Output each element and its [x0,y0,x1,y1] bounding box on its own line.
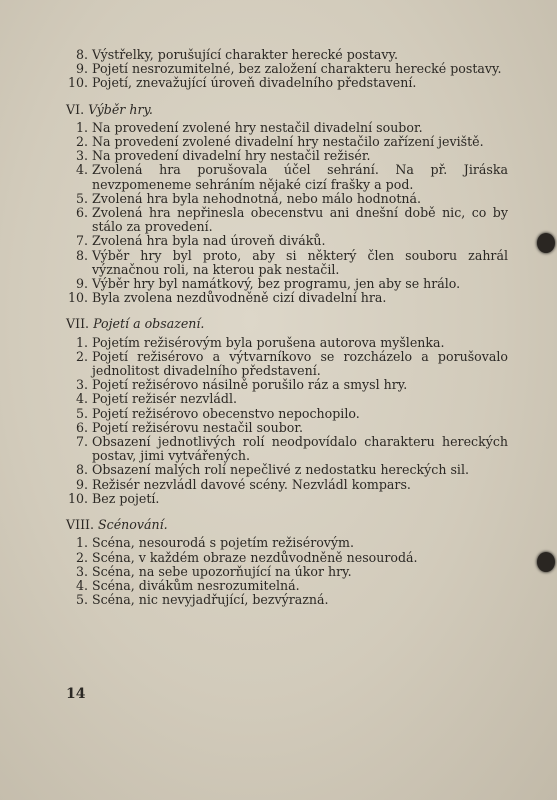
item-number: 2. [75,348,88,364]
list-item [58,593,508,607]
list-item [58,48,508,62]
binding-hole [537,552,555,572]
list-item [58,378,508,392]
item-number: 5. [75,405,88,421]
item-number: 9. [75,61,88,77]
item-number: 10. [67,290,88,306]
section-list [58,336,508,506]
list-item [58,551,508,565]
item-number: 7. [75,233,88,249]
item-text: Obsazení jednotlivých rolí neodpovídalo charakteru hereckých postav, jimi vytvářených. [92,434,508,464]
list-item [58,277,508,291]
item-text: Výběr hry byl proto, aby si některý člen souboru zahrál význačnou roli, na kterou pak nestačil. [92,247,508,277]
item-number: 5. [75,592,88,608]
item-text: Na provedení zvolené hry nestačil divadelní soubor. [92,119,423,135]
list-item [58,421,508,435]
list-item [58,206,508,234]
item-number: 1. [75,334,88,350]
item-text: Na provedení zvolené divadelní hry nestačilo zařízení jeviště. [92,134,484,150]
item-text: Pojetí režisérovo obecenstvo nepochopilo. [92,405,360,421]
item-text: Zvolená hra byla nad úroveň diváků. [92,233,326,249]
section-roman: VI. [66,101,85,117]
item-number: 8. [75,247,88,263]
item-text: Pojetí, znevažující úroveň divadelního představení. [92,75,417,91]
section-continuation [58,48,508,91]
list-item [58,565,508,579]
item-number: 3. [75,148,88,164]
item-number: 1. [75,119,88,135]
section-heading [58,103,508,117]
item-text: Scéna, divákům nesrozumitelná. [92,577,300,593]
item-text: Pojetí režisérovu nestačil soubor. [92,419,304,435]
item-text: Na provedení divadelní hry nestačil režisér. [92,148,371,164]
list-item [58,76,508,90]
section-roman: VII. [66,316,90,332]
item-text: Pojetí režisér nezvládl. [92,391,238,407]
item-number: 4. [75,162,88,178]
item-text: Bez pojetí. [92,490,160,506]
item-text: Pojetím režisérovým byla porušena autorova myšlenka. [92,334,445,350]
item-text: Zvolená hra byla nehodnotná, nebo málo hodnotná. [92,190,422,206]
list-item [58,291,508,305]
item-number: 4. [75,577,88,593]
section-list [58,536,508,607]
section-title: Výběr hry. [88,101,153,117]
list-item [58,392,508,406]
item-number: 1. [75,535,88,551]
item-text: Výběr hry byl namátkový, bez programu, jen aby se hrálo. [92,276,461,292]
page-number: 14 [66,686,86,702]
item-text: Scéna, na sebe upozorňující na úkor hry. [92,563,352,579]
item-text: Režisér nezvládl davové scény. Nezvládl kompars. [92,476,411,492]
section-roman: VIII. [66,517,95,533]
item-text: Pojetí režisérovo a výtvarníkovo se rozcházelo a porušovalo jednolitost divadelního představení. [92,348,508,379]
item-text: Zvolená hra porušovala účel sehrání. Na př. Jiráska nevzpomeneme sehráním nějaké cizí frašky a pod. [92,162,508,192]
item-text: Scéna, nic nevyjadřující, bezvýrazná. [92,592,329,608]
item-number: 8. [75,47,88,62]
list-item [58,234,508,248]
item-number: 10. [67,490,88,506]
page-content [58,48,508,607]
list-item [58,135,508,149]
item-text: Scéna, v každém obraze nezdůvodněně nesourodá. [92,549,418,565]
list-item [58,121,508,135]
item-number: 2. [75,134,88,150]
list-item [58,478,508,492]
item-number: 9. [75,476,88,492]
list-item [58,463,508,477]
item-number: 6. [75,205,88,221]
item-text: Pojetí režisérovo násilně porušilo ráz a smysl hry. [92,377,408,393]
item-number: 3. [75,563,88,579]
item-text: Scéna, nesourodá s pojetím režisérovým. [92,535,354,551]
section-list [58,121,508,306]
list-item [58,62,508,76]
list-item [58,536,508,550]
list-item [58,492,508,506]
list-item [58,435,508,463]
section-heading [58,317,508,331]
list-item [58,407,508,421]
section-heading [58,518,508,532]
item-number: 6. [75,419,88,435]
item-text: Byla zvolena nezdůvodněně cizí divadelní hra. [92,290,387,306]
list-item [58,149,508,163]
binding-hole [537,233,555,253]
item-text: Obsazení malých rolí nepečlivé z nedostatku hereckých sil. [92,462,469,478]
item-number: 9. [75,276,88,292]
section-title: Scénování. [98,517,168,533]
list-item [58,163,508,191]
section-title: Pojetí a obsazení. [93,316,205,332]
item-text: Pojetí nesrozumitelné, bez založení charakteru herecké postavy. [92,61,502,77]
list-item [58,192,508,206]
item-text: Zvolená hra nepřinesla obecenstvu ani dnešní době nic, co by stálo za provedení. [92,205,508,235]
item-number: 5. [75,190,88,206]
list-item [58,579,508,593]
item-number: 7. [75,434,88,450]
list-item [58,249,508,277]
item-text: Výstřelky, porušující charakter herecké postavy. [92,47,398,62]
item-number: 3. [75,377,88,393]
list-item [58,350,508,378]
list-item [58,336,508,350]
item-number: 10. [67,75,88,91]
item-number: 2. [75,549,88,565]
item-number: 4. [75,391,88,407]
item-number: 8. [75,462,88,478]
